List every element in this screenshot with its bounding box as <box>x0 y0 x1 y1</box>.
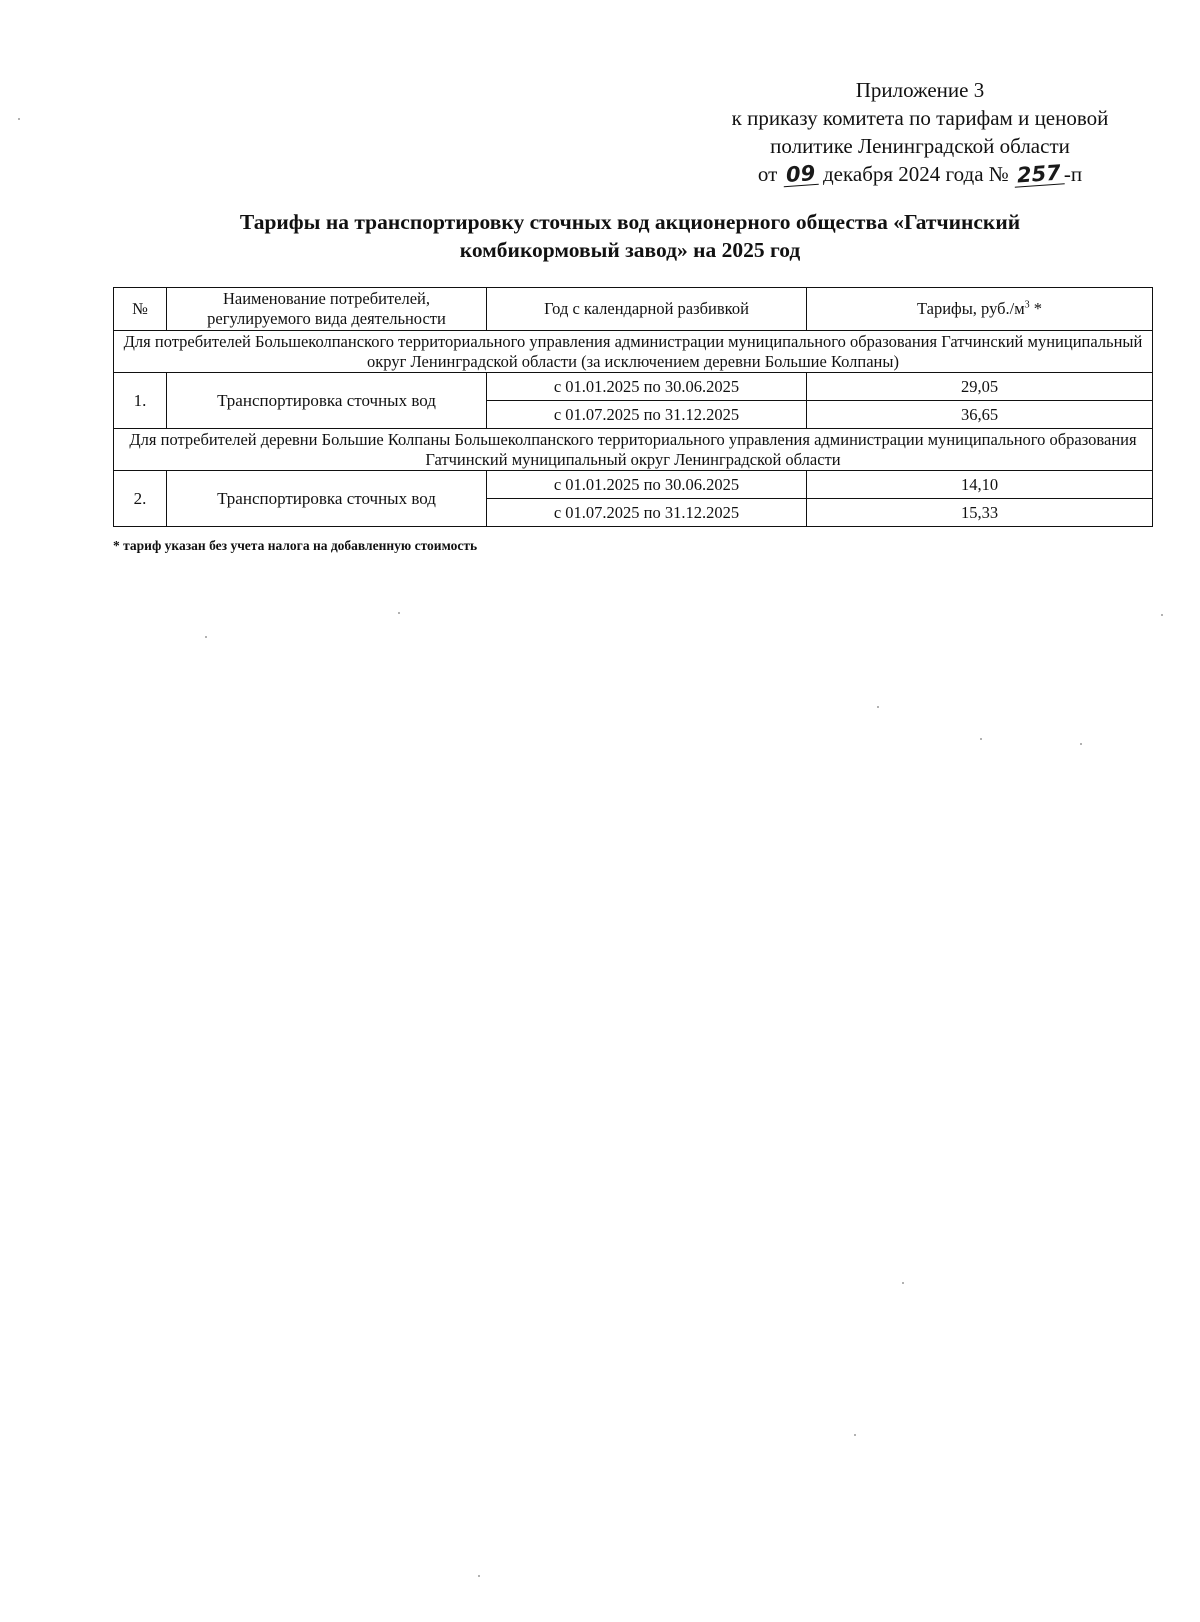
scan-speck <box>205 636 207 638</box>
order-suffix: -п <box>1063 162 1083 186</box>
appendix-header <box>690 76 1150 188</box>
row-period: с 01.01.2025 по 30.06.2025 <box>487 471 807 499</box>
header-tariff <box>807 288 1153 331</box>
handwritten-order-number: 257 <box>1013 161 1064 187</box>
header-tariff-mark: * <box>1029 299 1043 318</box>
scan-speck <box>902 1282 904 1284</box>
tariffs-table <box>113 287 1153 527</box>
appendix-date-line <box>690 160 1150 188</box>
scan-speck <box>980 738 982 740</box>
date-prefix: от <box>757 162 778 186</box>
table-row <box>114 471 1153 499</box>
header-tariff-sup: 3 <box>1024 299 1030 311</box>
row-tariff: 29,05 <box>807 373 1153 401</box>
appendix-order-ref: к приказу комитета по тарифам и ценовой <box>731 106 1109 130</box>
row-number-1: 1. <box>114 373 167 429</box>
date-rest: декабря 2024 года № <box>822 162 1009 186</box>
scan-speck <box>1161 614 1163 616</box>
footnote: * тариф указан без учета налога на добавленную стоимость <box>113 538 478 553</box>
header-number: № <box>114 288 167 331</box>
document-title <box>110 208 1150 264</box>
row-period: с 01.07.2025 по 31.12.2025 <box>487 499 807 527</box>
appendix-title: Приложение 3 <box>855 78 985 102</box>
scan-speck <box>478 1575 480 1577</box>
handwritten-day: 09 <box>782 162 819 187</box>
group-caption-1: Для потребителей Большеколпанского территориального управления администрации муниципального образования Гатчинский муниципальный округ Ленинградской области (за исключением деревни Большие Колпаны) <box>114 331 1153 373</box>
appendix-committee: политике Ленинградской области <box>770 134 1070 158</box>
row-period: с 01.01.2025 по 30.06.2025 <box>487 373 807 401</box>
scan-speck <box>18 118 20 120</box>
table-header-row <box>114 288 1153 331</box>
scan-speck <box>1080 743 1082 745</box>
row-tariff: 14,10 <box>807 471 1153 499</box>
scan-speck <box>398 612 400 614</box>
document-title-line-1: Тарифы на транспортировку сточных вод акционерного общества «Гатчинский <box>239 210 1021 234</box>
scan-speck <box>854 1434 856 1436</box>
document-title-line-2: комбикормовый завод» на 2025 год <box>459 238 801 262</box>
row-tariff: 36,65 <box>807 401 1153 429</box>
header-name: Наименование потребителей, регулируемого вида деятельности <box>167 288 487 331</box>
row-name-1: Транспортировка сточных вод <box>167 373 487 429</box>
header-tariff-text: Тарифы, руб./м <box>916 299 1025 318</box>
row-tariff: 15,33 <box>807 499 1153 527</box>
row-number-2: 2. <box>114 471 167 527</box>
group-caption-row <box>114 429 1153 471</box>
table-row <box>114 373 1153 401</box>
scan-speck <box>877 706 879 708</box>
header-period: Год с календарной разбивкой <box>487 288 807 331</box>
row-period: с 01.07.2025 по 31.12.2025 <box>487 401 807 429</box>
group-caption-2: Для потребителей деревни Большие Колпаны Большеколпанского территориального управления администрации муниципального образования Гатчинский муниципальный округ Ленинградской области <box>114 429 1153 471</box>
row-name-2: Транспортировка сточных вод <box>167 471 487 527</box>
group-caption-row <box>114 331 1153 373</box>
